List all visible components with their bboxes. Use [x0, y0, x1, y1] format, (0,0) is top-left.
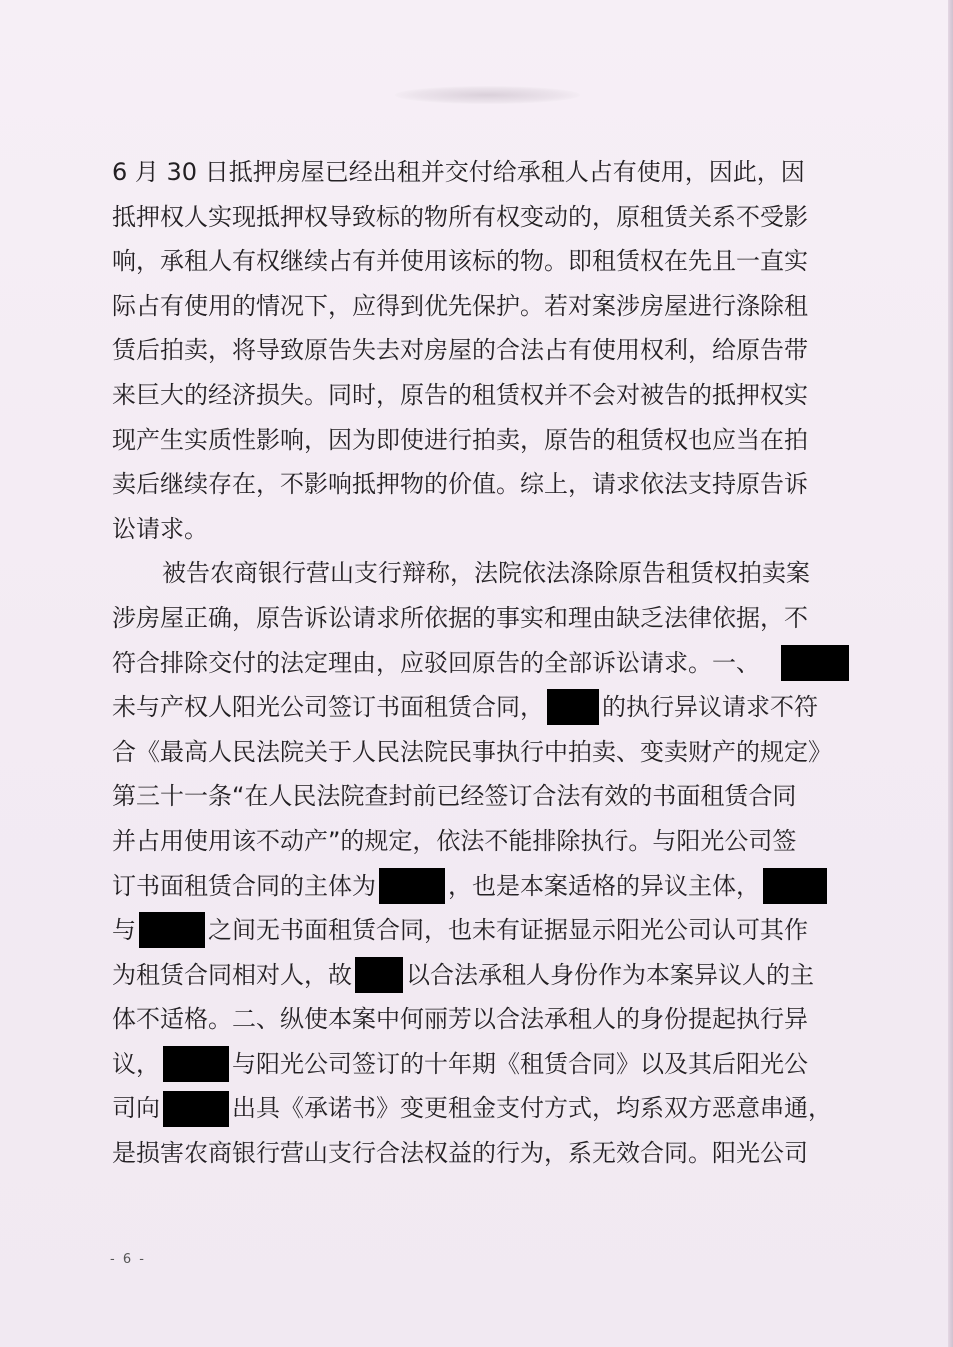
- text-line: [112, 373, 852, 418]
- redaction-block: [379, 868, 445, 904]
- text-line: [112, 953, 852, 998]
- text-segment: 讼请求。: [112, 514, 208, 543]
- text-line: [112, 195, 852, 240]
- text-line: [112, 641, 852, 686]
- redaction-block: [355, 957, 403, 993]
- text-segment: 是损害农商银行营山支行合法权益的行为，系无效合同。阳光公司: [112, 1139, 808, 1168]
- scan-edge: [948, 0, 953, 1347]
- text-segment: 的执行异议请求不符: [602, 693, 818, 722]
- text-line: [112, 908, 852, 953]
- text-segment: 订书面租赁合同的主体为: [112, 871, 376, 900]
- text-segment: 赁后拍卖，将导致原告失去对房屋的合法占有使用权利，给原告带: [112, 336, 808, 365]
- text-segment: 被告农商银行营山支行辩称，法院依法涤除原告租赁权拍卖案: [162, 559, 810, 588]
- text-line: [112, 1131, 852, 1176]
- text-segment: 出具《承诺书》变更租金支付方式，均系双方恶意串通，: [232, 1094, 832, 1123]
- text-segment: 现产生实质性影响，因为即使进行拍卖，原告的租赁权也应当在拍: [112, 425, 808, 454]
- text-line: [112, 150, 852, 195]
- text-segment: 抵押权人实现抵押权导致标的物所有权变动的，原租赁关系不受影: [112, 202, 808, 231]
- redaction-block: [547, 689, 599, 725]
- text-segment: 涉房屋正确，原告诉讼请求所依据的事实和理由缺乏法律依据，不: [112, 603, 808, 632]
- page-number: - 6 -: [110, 1252, 146, 1267]
- redaction-block: [781, 645, 849, 681]
- text-segment: 符合排除交付的法定理由，应驳回原告的全部诉讼请求。一、: [112, 648, 760, 677]
- text-line: [112, 730, 852, 775]
- text-line: [112, 551, 852, 596]
- text-line: [112, 997, 852, 1042]
- document-body: [112, 150, 852, 1176]
- text-segment: 际占有使用的情况下，应得到优先保护。若对案涉房屋进行涤除租: [112, 291, 808, 320]
- text-line: [112, 328, 852, 373]
- text-segment: 议，: [112, 1049, 160, 1078]
- text-segment: 来巨大的经济损失。同时，原告的租赁权并不会对被告的抵押权实: [112, 380, 808, 409]
- redaction-block: [163, 1046, 229, 1082]
- text-segment: ，也是本案适格的异议主体，: [448, 871, 760, 900]
- redaction-block: [163, 1091, 229, 1127]
- text-line: [112, 1042, 852, 1087]
- text-line: [112, 864, 852, 909]
- text-line: [112, 239, 852, 284]
- text-line: [112, 685, 852, 730]
- text-segment: 第三十一条“在人民法院查封前已经签订合法有效的书面租赁合同: [112, 782, 797, 811]
- text-line: [112, 596, 852, 641]
- text-segment: 司向: [112, 1094, 160, 1123]
- text-line: [112, 1086, 852, 1131]
- text-segment: 未与产权人阳光公司签订书面租赁合同，: [112, 693, 544, 722]
- text-segment: 为租赁合同相对人，故: [112, 960, 352, 989]
- text-segment: 以合法承租人身份作为本案异议人的主: [406, 960, 814, 989]
- text-line: [112, 284, 852, 329]
- text-segment: 卖后继续存在，不影响抵押物的价值。综上，请求依法支持原告诉: [112, 470, 808, 499]
- text-line: [112, 462, 852, 507]
- text-line: [112, 418, 852, 463]
- text-segment: 与: [112, 916, 136, 945]
- text-line: [112, 819, 852, 864]
- redaction-block: [139, 912, 205, 948]
- redaction-block: [763, 868, 827, 904]
- text-segment: 与阳光公司签订的十年期《租赁合同》以及其后阳光公: [232, 1049, 808, 1078]
- text-segment: 之间无书面租赁合同，也未有证据显示阳光公司认可其作: [208, 916, 808, 945]
- text-line: [112, 774, 852, 819]
- text-segment: 并占用使用该不动产”的规定，依法不能排除执行。与阳光公司签: [112, 826, 797, 855]
- text-segment: 6 月 30 日抵押房屋已经出租并交付给承租人占有使用，因此，因: [112, 158, 805, 186]
- text-line: [112, 507, 852, 552]
- text-segment: 合《最高人民法院关于人民法院民事执行中拍卖、变卖财产的规定》: [112, 737, 832, 766]
- scan-smudge: [395, 86, 580, 104]
- text-segment: 体不适格。二、纵使本案中何丽芳以合法承租人的身份提起执行异: [112, 1005, 808, 1034]
- text-segment: 响，承租人有权继续占有并使用该标的物。即租赁权在先且一直实: [112, 247, 808, 276]
